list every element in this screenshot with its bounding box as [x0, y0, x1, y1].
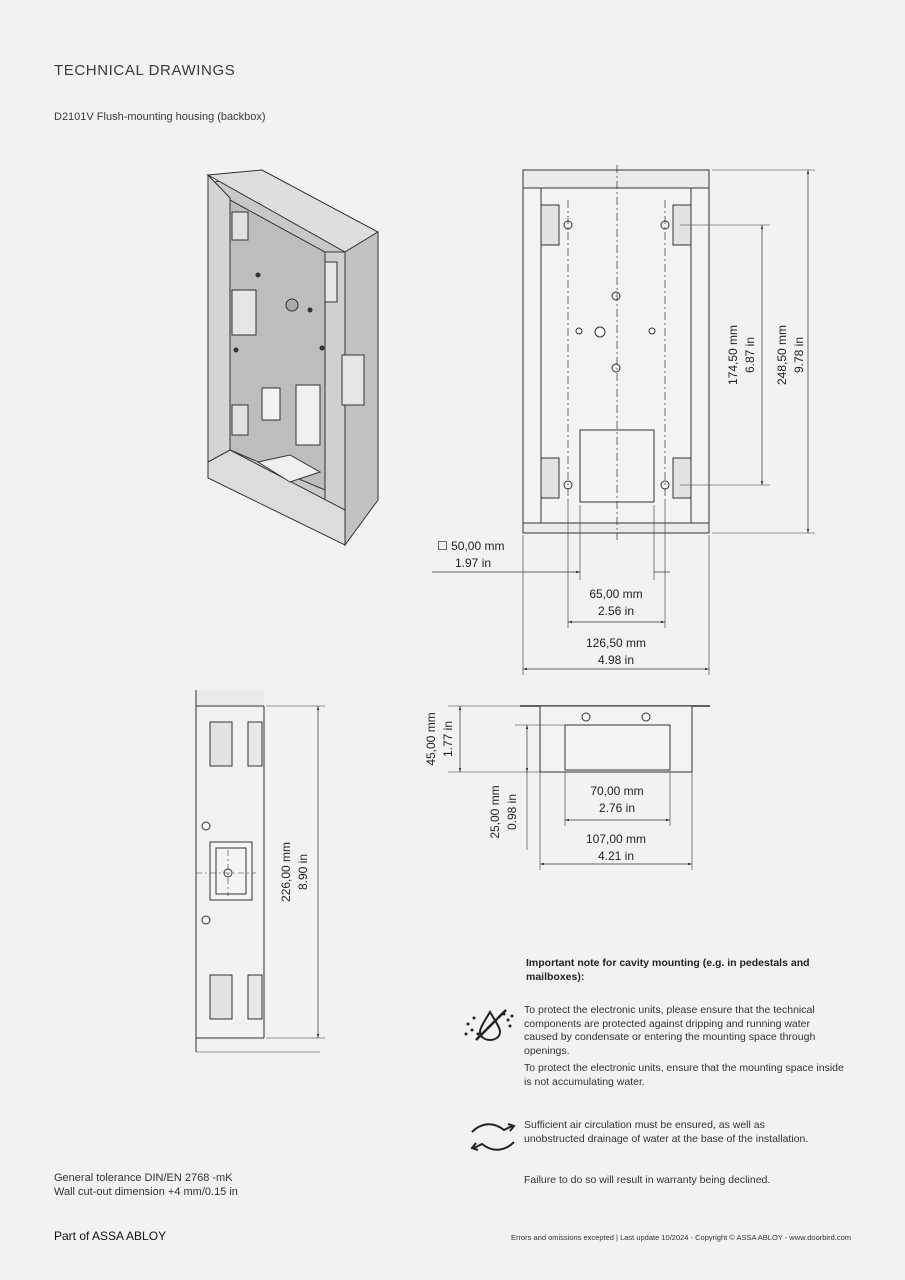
- tolerance-info: [54, 1171, 238, 1199]
- drawing-subtitle: D2101V Flush-mounting housing (backbox): [54, 111, 266, 123]
- dim-45-mm: 45,00 mm: [424, 712, 438, 766]
- dim-45-in: 1.77 in: [441, 720, 455, 758]
- legal-footer: Errors and omissions excepted | Last update 10/2024 - Copyright © ASSA ABLOY - www.doorbird.com: [510, 1233, 851, 1242]
- dim-174-mm: 174,50 mm: [726, 324, 740, 386]
- dim-248-in: 9.78 in: [792, 336, 806, 374]
- dim-126-mm: 126,50 mm: [585, 636, 647, 650]
- dim-70-in: 2.76 in: [598, 801, 636, 815]
- no-water-icon: [462, 1006, 518, 1042]
- cavity-note-heading: Important note for cavity mounting (e.g. in pedestals and mailboxes):: [526, 957, 810, 983]
- dim-70-mm: 70,00 mm: [590, 784, 644, 798]
- dim-107-in: 4.21 in: [597, 849, 635, 863]
- water-note-2: To protect the electronic units, ensure that the mounting space inside is not accumulating water.: [524, 1062, 844, 1088]
- air-note: Sufficient air circulation must be ensured, as well as unobstructed drainage of water at the base of the installation.: [524, 1119, 809, 1145]
- tolerance-line-2: Wall cut-out dimension +4 mm/0.15 in: [54, 1186, 238, 1198]
- section-title: TECHNICAL DRAWINGS: [54, 62, 236, 79]
- isometric-view: [208, 170, 378, 545]
- dim-107-mm: 107,00 mm: [585, 832, 647, 846]
- dim-226-in: 8.90 in: [296, 853, 310, 891]
- dim-248-mm: 248,50 mm: [775, 324, 789, 386]
- dim-126-in: 4.98 in: [597, 653, 635, 667]
- brand-footer: Part of ASSA ABLOY: [54, 1229, 167, 1243]
- dim-25-mm: 25,00 mm: [488, 785, 502, 839]
- dim-25-in: 0.98 in: [505, 793, 519, 831]
- air-circulation-icon: [468, 1120, 518, 1154]
- dim-50-mm: ☐ 50,00 mm: [437, 539, 505, 553]
- water-note: To protect the electronic units, please ensure that the technical components are protected against dripping and running water caused by condensate or entering the mounting space through openings.: [524, 1004, 816, 1057]
- dim-65-in: 2.56 in: [597, 604, 635, 618]
- tolerance-line-1: General tolerance DIN/EN 2768 -mK: [54, 1172, 233, 1184]
- warranty-note: Failure to do so will result in warranty being declined.: [524, 1174, 771, 1186]
- dim-174-in: 6.87 in: [743, 336, 757, 374]
- dim-226-mm: 226,00 mm: [279, 841, 293, 903]
- dim-50-in: 1.97 in: [455, 556, 492, 570]
- dim-65-mm: 65,00 mm: [589, 587, 643, 601]
